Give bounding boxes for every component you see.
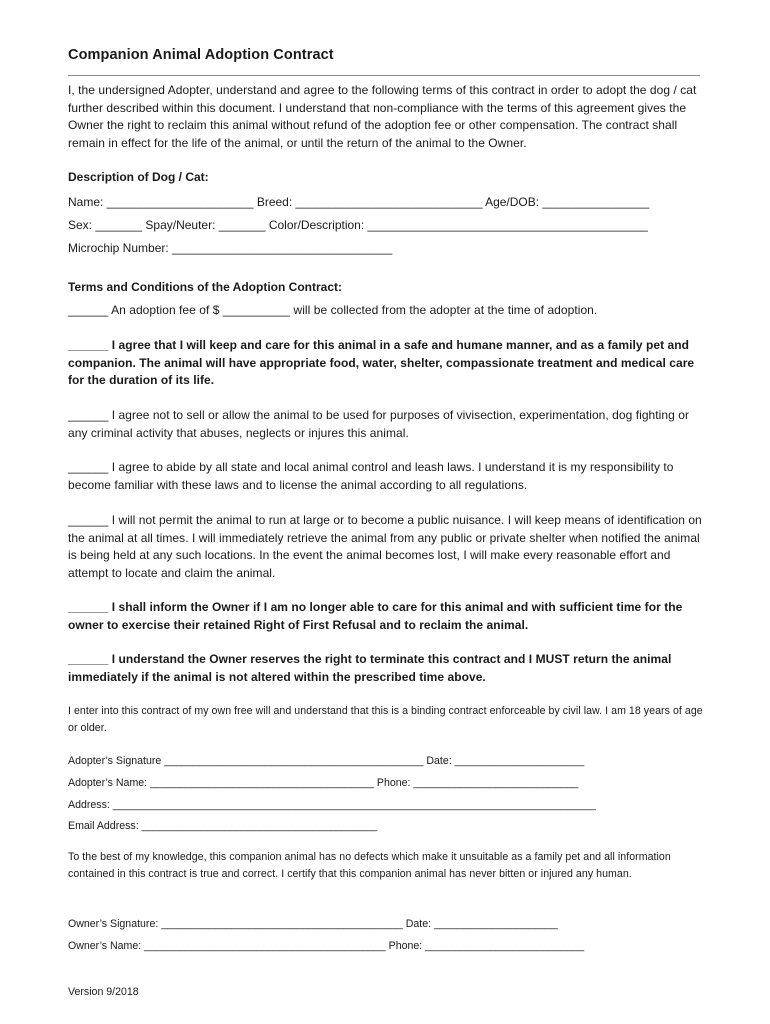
term-laws: ______ I agree to abide by all state and local animal control and leash laws. I understand it is my responsibility to become familiar with these laws and to license the animal according to all regulations. xyxy=(68,460,674,492)
description-heading: Description of Dog / Cat: xyxy=(68,170,209,184)
version-label: Version 9/2018 xyxy=(68,986,139,998)
adopter-statement: I enter into this contract of my own free will and understand that this is a binding contract enforceable by civil law. I am 18 years of age or older. xyxy=(68,705,703,734)
owner-statement: To the best of my knowledge, this companion animal has no defects which make it unsuitable as a family pet and all information contained in this contract is true and correct. I certify that this companion animal has never bitten or injured any human. xyxy=(68,851,671,880)
title-divider xyxy=(68,75,700,76)
term-no-sell: ______ I agree not to sell or allow the animal to be used for purposes of vivisection, experimentation, dog fighting or any criminal activity that abuses, neglects or injures this animal. xyxy=(68,408,689,440)
terms-heading: Terms and Conditions of the Adoption Contract: xyxy=(68,280,342,294)
description-name-line: Name: ______________________ Breed: ____________________________ Age/DOB: ________________ xyxy=(68,195,650,209)
owner-name-line: Owner’s Name: _________________________________________ Phone: ___________________________ xyxy=(68,940,585,952)
term-adoption-fee: ______ An adoption fee of $ __________ will be collected from the adopter at the time of adoption. xyxy=(68,303,598,317)
adopter-name-line: Adopter’s Name: ______________________________________ Phone: ____________________________ xyxy=(68,777,579,789)
address-line: Address: __________________________________________________________________________________ xyxy=(68,799,596,811)
description-sex-line: Sex: _______ Spay/Neuter: _______ Color/Description: __________________________________________ xyxy=(68,218,648,232)
term-terminate: ______ I understand the Owner reserves the right to terminate this contract and I MUST return the animal immediately if the animal is not altered within the prescribed time above. xyxy=(68,652,672,684)
owner-signature-line: Owner’s Signature: _________________________________________ Date: _____________________ xyxy=(68,918,558,930)
adopter-signature-line: Adopter’s Signature ____________________________________________ Date: ______________________ xyxy=(68,755,585,767)
term-care: ______ I agree that I will keep and care for this animal in a safe and humane manner, and as a family pet and companion. The animal will have appropriate food, water, shelter, compassionate treatment and medical care for the duration of its life. xyxy=(68,338,695,387)
microchip-line: Microchip Number: _________________________________ xyxy=(68,241,393,255)
email-line: Email Address: ________________________________________ xyxy=(68,820,378,832)
term-nuisance: ______ I will not permit the animal to run at large or to become a public nuisance. I will keep means of identification on the animal at all times. I will immediately retrieve the animal from any public or private shelter when notified the animal is being held at any such locations. In the event the animal becomes lost, I will make every reasonable effort and attempt to locate and claim the animal. xyxy=(68,513,702,580)
term-inform-owner: ______ I shall inform the Owner if I am no longer able to care for this animal and with sufficient time for the owner to exercise their retained Right of First Refusal and to reclaim the animal. xyxy=(68,600,683,632)
intro-paragraph: I, the undersigned Adopter, understand and agree to the following terms of this contract in order to adopt the dog / cat further described within this document. I understand that non-compliance with the terms of this agreement gives the Owner the right to reclaim this animal without refund of the adoption fee or other compensation. The contract shall remain in effect for the life of the animal, or until the return of the animal to the Owner. xyxy=(68,83,697,150)
document-title: Companion Animal Adoption Contract xyxy=(68,47,334,63)
